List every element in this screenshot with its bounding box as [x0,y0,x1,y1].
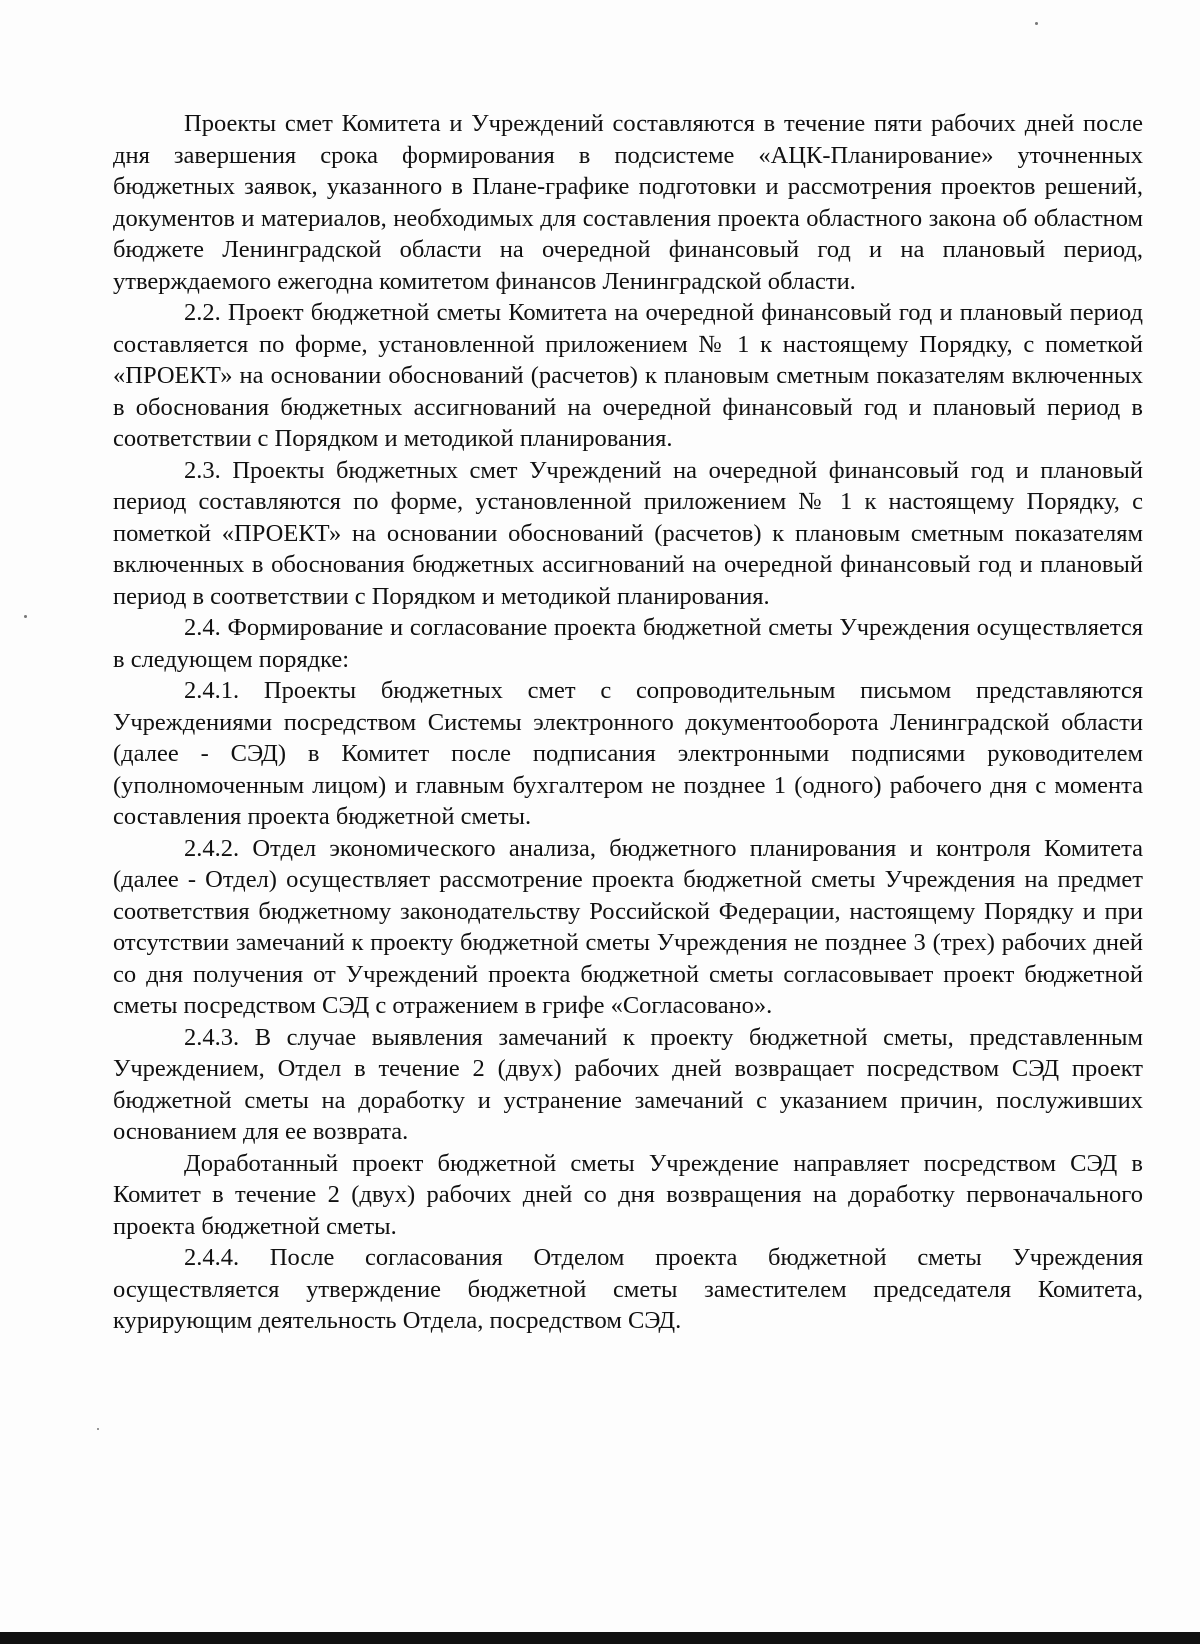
scan-speck [1035,22,1038,25]
paragraph-2-4-2: 2.4.2. Отдел экономического анализа, бюджетного планирования и контроля Комитета (далее - Отдел) осуществляет рассмотрение проекта бюджетной сметы Учреждения на предмет соответствия бюджетному законодательству Российской Федерации, настоящему Порядку и при отсутствии замечаний к проекту бюджетной сметы Учреждения не позднее 3 (трех) рабочих дней со дня получения от Учреждений проекта бюджетной сметы согласовывает проект бюджетной сметы посредством СЭД с отражением в грифе «Согласовано». [113,834,1143,1019]
paragraph-2-2: 2.2. Проект бюджетной сметы Комитета на очередной финансовый год и плановый период составляется по форме, установленной приложением № 1 к настоящему Порядку, с пометкой «ПРОЕКТ» на основании обоснований (расчетов) к плановым сметным показателям включенных в обоснования бюджетных ассигнований на очередной финансовый год и плановый период в соответствии с Порядком и методикой планирования. [113,299,1143,452]
paragraph-2-4-4: 2.4.4. После согласования Отделом проекта бюджетной сметы Учреждения осуществляется утверждение бюджетной сметы заместителем председателя Комитета, курирующим деятельность Отдела, посредством СЭД. [113,1244,1143,1334]
scan-edge-bar [0,1632,1200,1644]
paragraph-2-3: 2.3. Проекты бюджетных смет Учреждений на очередной финансовый год и плановый период составляются по форме, установленной приложением № 1 к настоящему Порядку, с пометкой «ПРОЕКТ» на основании обоснований (расчетов) к плановым сметным показателям включенных в обоснования бюджетных ассигнований на очередной финансовый год и плановый период в соответствии с Порядком и методикой планирования. [113,456,1143,610]
paragraph-2-4-3: 2.4.3. В случае выявления замечаний к проекту бюджетной сметы, представленным Учреждением, Отдел в течение 2 (двух) рабочих дней возвращает посредством СЭД проект бюджетной сметы на доработку и устранение замечаний с указанием причин, послуживших основанием для ее возврата. [113,1023,1143,1145]
scan-speck [24,615,27,618]
document-body [113,108,1143,1337]
scan-speck [97,1428,99,1430]
paragraph-2-4-1: 2.4.1. Проекты бюджетных смет с сопроводительным письмом представляются Учреждениями посредством Системы электронного документооборота Ленинградской области (далее - СЭД) в Комитет после подписания электронными подписями руководителем (уполномоченным лицом) и главным бухгалтером не позднее 1 (одного) рабочего дня с момента составления проекта бюджетной сметы. [113,677,1143,830]
paragraph-intro: Проекты смет Комитета и Учреждений составляются в течение пяти рабочих дней после дня завершения срока формирования в подсистеме «АЦК-Планирование» уточненных бюджетных заявок, указанного в Плане-графике подготовки и рассмотрения проектов решений, документов и материалов, необходимых для составления проекта областного закона об областном бюджете Ленинградской области на очередной финансовый год и на плановый период, утверждаемого ежегодна комитетом финансов Ленинградской области. [113,110,1143,295]
paragraph-revised-draft: Доработанный проект бюджетной сметы Учреждение направляет посредством СЭД в Комитет в течение 2 (двух) рабочих дней со дня возвращения на доработку первоначального проекта бюджетной сметы. [113,1149,1143,1240]
paragraph-2-4: 2.4. Формирование и согласование проекта бюджетной сметы Учреждения осуществляется в следующем порядке: [113,614,1143,673]
